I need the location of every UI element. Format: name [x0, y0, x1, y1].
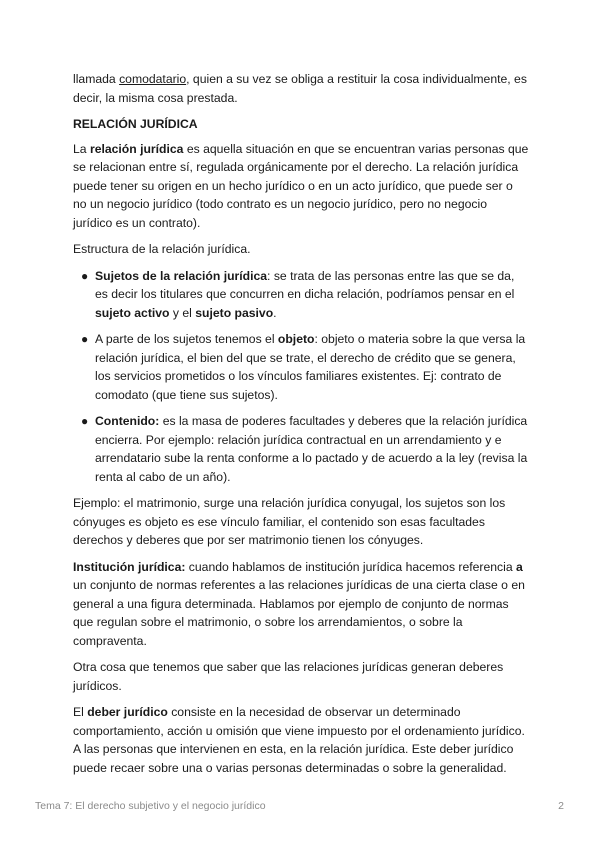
page-footer: [35, 800, 564, 812]
paragraph-comodatario: llamada comodatario, quien a su vez se obliga a restituir la cosa individualmente, es decir, la misma cosa prestada.: [73, 72, 527, 105]
section-heading: RELACIÓN JURÍDICA: [73, 117, 198, 131]
paragraph-relacion-juridica: La relación jurídica es aquella situación en que se encuentran varias personas que se relacionan entre sí, regulada orgánicamente por el derecho. La relación jurídica puede tener su origen en un hecho jurídico o en un acto jurídico, que puede ser o no un negocio jurídico (todo contrato es un negocio jurídico, pero no negocio jurídico es un contrato).: [73, 141, 529, 230]
document-body: [73, 70, 529, 785]
bullet-icon: ●: [81, 268, 89, 283]
paragraph-deberes: Otra cosa que tenemos que saber que las relaciones jurídicas generan deberes jurídicos.: [73, 660, 504, 693]
paragraph-ejemplo: Ejemplo: el matrimonio, surge una relación jurídica conyugal, los sujetos son los cónyuges es objeto es ese vínculo familiar, el contenido son esas facultades derechos y deberes que por ser matrimonio tienen los cónyuges.: [73, 496, 506, 547]
structure-list: [73, 267, 529, 487]
list-item-objeto: ● A parte de los sujetos tenemos el objeto: objeto o materia sobre la que versa la relación jurídica, el bien del que se trate, el derecho de crédito que se genera, los servicios prometidos o los vínculos familiares existentes. Ej: contrato de comodato (que tiene sus sujetos).: [81, 332, 526, 402]
comodatario-link[interactable]: comodatario: [119, 72, 187, 86]
paragraph-institucion: Institución jurídica: cuando hablamos de institución jurídica hacemos referencia a un conjunto de normas referentes a las relaciones jurídicas de una cierta clase o en general a una figura determinada. Hablamos por ejemplo de conjunto de normas que regulan sobre el matrimonio, o sobre los arrendamientos, o sobre la compraventa.: [73, 559, 525, 648]
page-number: 2: [558, 800, 564, 812]
bullet-icon: ●: [81, 414, 89, 428]
paragraph-deber-juridico: El deber jurídico consiste en la necesidad de observar un determinado comportamiento, acción u omisión que viene impuesto por el ordenamiento jurídico. A las personas que intervienen en esta, en la relación jurídica. Este deber jurídico puede recaer sobre una o varias personas determinadas o sobre la generalidad.: [73, 705, 525, 775]
list-item-contenido: ● Contenido: es la masa de poderes facultades y deberes que la relación jurídica encierra. Por ejemplo: relación jurídica contractual en un arrendamiento y e arrendatario sube la renta conforme a lo pactado y de acuerdo a la ley (revisa la renta al cabo de un año).: [81, 414, 528, 484]
footer-title: Tema 7: El derecho subjetivo y el negocio jurídico: [35, 800, 266, 812]
list-item-sujetos: ● Sujetos de la relación jurídica: se trata de las personas entre las que se da, es decir los titulares que concurren en dicha relación, podríamos pensar en el sujeto activo y el sujeto pasivo.: [81, 268, 515, 320]
paragraph-estructura: Estructura de la relación jurídica.: [73, 242, 251, 256]
bullet-icon: ●: [81, 332, 89, 346]
